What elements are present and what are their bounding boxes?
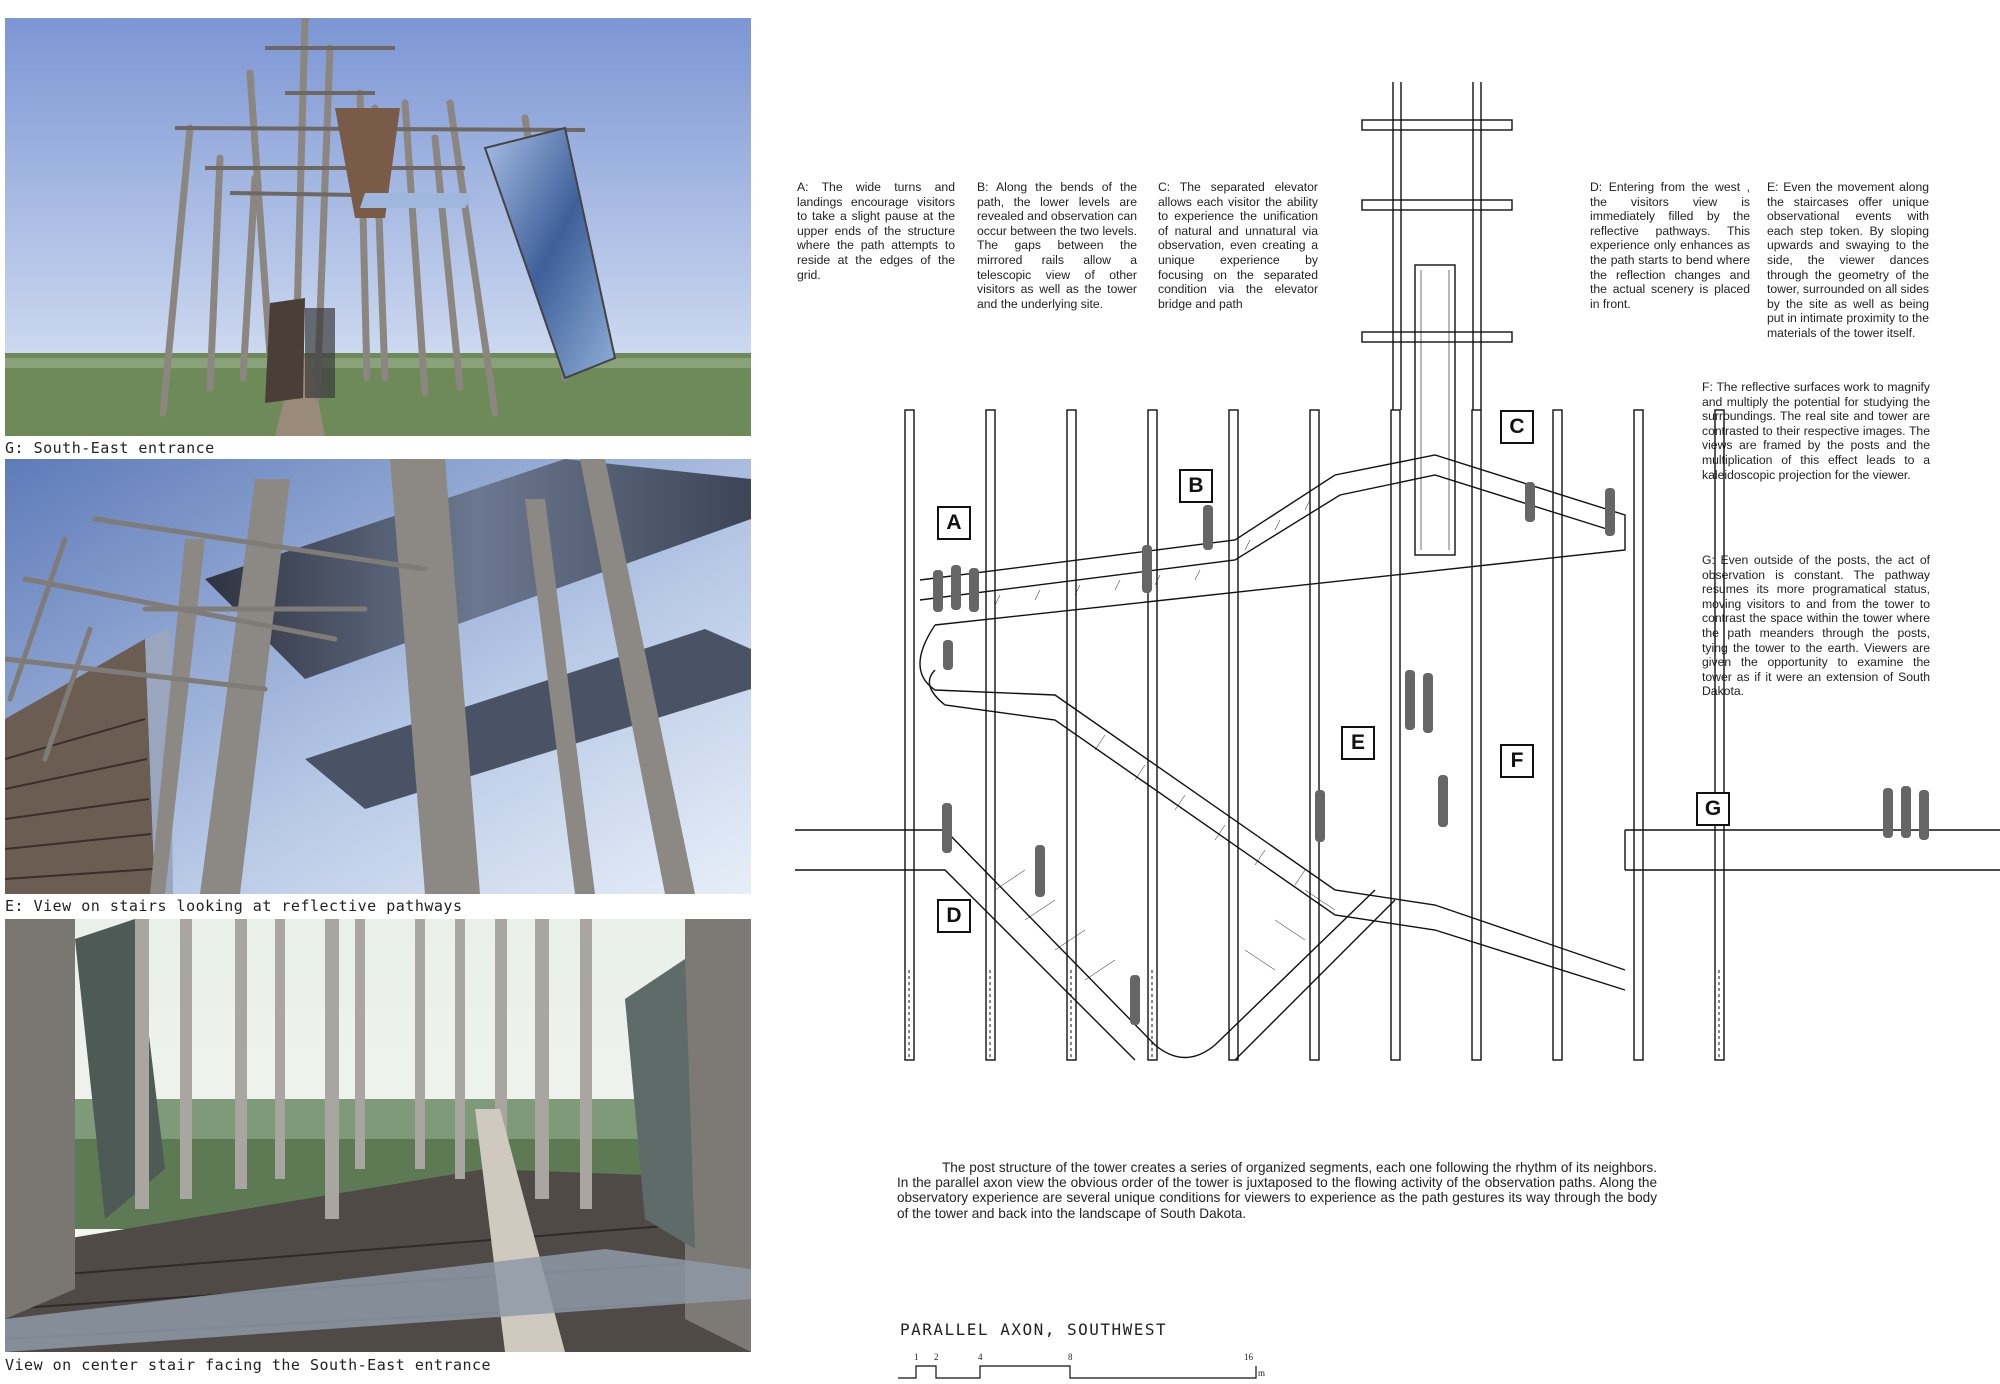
label-a: A bbox=[937, 506, 971, 540]
scale-tick: 16 bbox=[1244, 1352, 1253, 1362]
note-f: F: The reflective surfaces work to magnify and multiply the potential for studying the surroundings. The real site and tower are contrasted to their respective images. The views are framed by the posts and the multiplication of this effect leads to a kaleidoscopic projection for the viewer. bbox=[1702, 380, 1930, 482]
label-d: D bbox=[937, 899, 971, 933]
scale-tick: 4 bbox=[978, 1352, 983, 1362]
scale-tick: 8 bbox=[1068, 1352, 1073, 1362]
photo-south-east-entrance bbox=[5, 18, 751, 436]
note-e: E: Even the movement along the staircases offer unique observational events with each step token. By sloping upwards and swaying to the side, the viewer dances through the geometry of the tower, surrounded on all sides by the site as well as being put in intimate proximity to the materials of the tower itself. bbox=[1767, 180, 1929, 340]
note-b: B: Along the bends of the path, the lower levels are revealed and observation can occur between the two levels. The gaps between the mirrored rails allow a telescopic view of other visitors as well as the tower and the underlying site. bbox=[977, 180, 1137, 311]
photo-caption: G: South-East entrance bbox=[5, 439, 215, 457]
note-g: G: Even outside of the posts, the act of observation is constant. The pathway resumes its more programatical status, moving visitors to and from the tower to contrast the space within the tower where the path meanders through the posts, tying the tower to the earth. Viewers are given the opportunity to examine the tower as if it were an extension of South Dakota. bbox=[1702, 553, 1930, 699]
label-c: C bbox=[1500, 410, 1534, 444]
photo-caption: E: View on stairs looking at reflective pathways bbox=[5, 897, 463, 915]
scale-bar bbox=[898, 1362, 1268, 1380]
axon-drawing bbox=[795, 70, 2000, 1070]
scale-tick: 1 bbox=[914, 1352, 919, 1362]
note-c: C: The separated elevator allows each visitor the ability to experience the unification of natural and unnatural via observation, even creating a unique experience by focusing on the separated condition via the elevator bridge and path bbox=[1158, 180, 1318, 311]
scale-tick: 2 bbox=[934, 1352, 939, 1362]
drawing-title: PARALLEL AXON, SOUTHWEST bbox=[900, 1320, 1168, 1339]
photo-center-stair bbox=[5, 919, 751, 1352]
label-f: F bbox=[1500, 744, 1534, 778]
photo-caption: View on center stair facing the South-East entrance bbox=[5, 1356, 492, 1374]
scale-unit: m bbox=[1258, 1368, 1266, 1378]
note-a: A: The wide turns and landings encourage visitors to take a slight pause at the upper ends of the structure where the path attempts to reside at the edges of the grid. bbox=[797, 180, 955, 282]
label-e: E bbox=[1341, 726, 1375, 760]
photo-stairs-reflective-pathways bbox=[5, 459, 751, 894]
label-g: G bbox=[1696, 792, 1730, 826]
label-b: B bbox=[1179, 469, 1213, 503]
note-d: D: Entering from the west , the visitors view is immediately filled by the reflective pathways. This experience only enhances as the path starts to bend where the reflection changes and the actual scenery is placed in front. bbox=[1590, 180, 1750, 311]
intro-paragraph: The post structure of the tower creates a series of organized segments, each one following the rhythm of its neighbors. In the parallel axon view the obvious order of the tower is juxtaposed to the flowing activity of the observation paths. Along the observatory experience are several unique conditions for viewers to experience as the path gestures its way through the body of the tower and back into the landscape of South Dakota. bbox=[897, 1160, 1657, 1221]
